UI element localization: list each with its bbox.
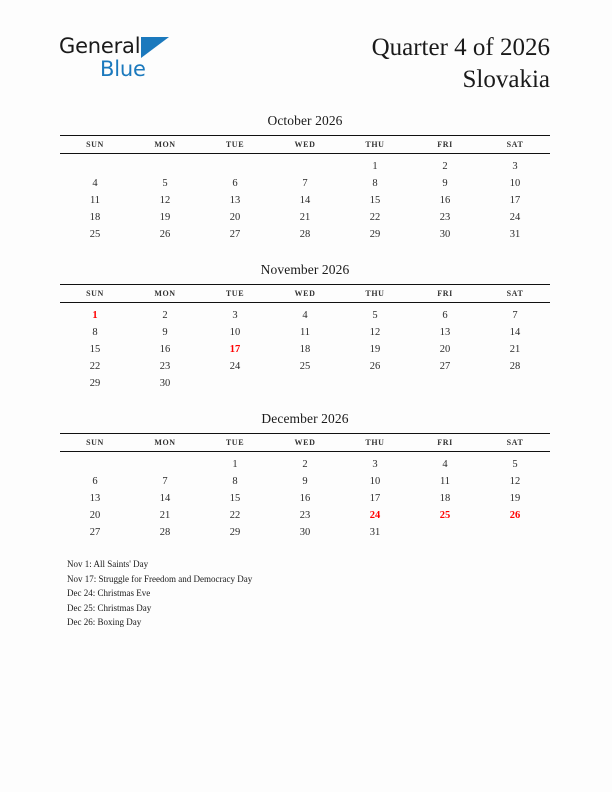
calendar-day[interactable]: 29 — [369, 229, 381, 240]
calendar-day[interactable]: 17 — [369, 493, 381, 504]
calendar-day[interactable]: 3 — [512, 161, 518, 172]
weekday-header-row — [60, 285, 550, 303]
weekday-header-sat: SAT — [506, 140, 524, 149]
weekday-header-tue: TUE — [225, 438, 245, 447]
calendar-day[interactable]: 9 — [162, 327, 168, 338]
calendar-day-empty — [270, 154, 340, 176]
calendar-day-empty — [130, 154, 200, 176]
calendar-day[interactable]: 11 — [89, 195, 101, 206]
calendar-table — [60, 433, 550, 541]
calendar-day[interactable]: 23 — [159, 361, 171, 372]
calendar-day[interactable]: 18 — [439, 493, 451, 504]
calendar-day-holiday[interactable]: 1 — [92, 310, 98, 321]
calendar-week-row — [60, 154, 550, 176]
calendar-day[interactable]: 18 — [299, 344, 311, 355]
calendar-day[interactable]: 17 — [509, 195, 521, 206]
calendar-day[interactable]: 10 — [369, 476, 381, 487]
calendar-day[interactable]: 3 — [232, 310, 238, 321]
calendar-week-row — [60, 209, 550, 226]
weekday-header-fri: FRI — [437, 438, 453, 447]
calendar-day[interactable]: 23 — [299, 510, 311, 521]
calendar-day[interactable]: 9 — [442, 178, 448, 189]
triangle-icon — [141, 37, 169, 58]
weekday-header-mon: MON — [154, 289, 176, 298]
weekday-header-sat: SAT — [506, 438, 524, 447]
weekday-header-fri: FRI — [437, 140, 453, 149]
calendar-head — [60, 434, 550, 452]
weekday-header-row — [60, 434, 550, 452]
holiday-legend-item: Dec 25: Christmas Day — [67, 602, 152, 613]
month-title: October 2026 — [267, 113, 343, 128]
calendar-table — [60, 135, 550, 243]
calendar-day[interactable]: 11 — [439, 476, 451, 487]
calendar-day[interactable]: 13 — [89, 493, 101, 504]
calendar-day[interactable]: 3 — [372, 459, 378, 470]
general-blue-logo — [59, 36, 169, 80]
weekday-header-fri: FRI — [437, 289, 453, 298]
calendar-day[interactable]: 19 — [159, 212, 171, 223]
page-title — [372, 32, 550, 96]
calendar-day[interactable]: 22 — [89, 361, 101, 372]
calendar-day[interactable]: 14 — [299, 195, 311, 206]
calendar-week-row — [60, 473, 550, 490]
calendar-day[interactable]: 7 — [512, 310, 518, 321]
calendar-day[interactable]: 22 — [369, 212, 381, 223]
calendar-day[interactable]: 4 — [442, 459, 448, 470]
country-subtitle: Slovakia — [462, 66, 550, 93]
weekday-header-tue: TUE — [225, 289, 245, 298]
calendar-day[interactable]: 21 — [299, 212, 311, 223]
weekday-header-row — [60, 136, 550, 154]
calendar-day[interactable]: 26 — [369, 361, 381, 372]
month-block-october — [60, 113, 550, 243]
calendar-day[interactable]: 8 — [232, 476, 238, 487]
weekday-header-thu: THU — [365, 289, 385, 298]
calendar-day[interactable]: 1 — [232, 459, 238, 470]
calendar-day[interactable]: 9 — [302, 476, 308, 487]
calendar-week-row — [60, 175, 550, 192]
calendar-day[interactable]: 4 — [302, 310, 308, 321]
calendar-day-holiday[interactable]: 25 — [439, 510, 451, 521]
calendar-day[interactable]: 15 — [89, 344, 101, 355]
calendar-day[interactable]: 19 — [369, 344, 381, 355]
calendar-day[interactable]: 7 — [302, 178, 308, 189]
calendar-day-empty — [60, 452, 130, 474]
calendar-day-empty — [410, 524, 480, 541]
calendar-day-empty — [60, 154, 130, 176]
page-header — [0, 0, 612, 100]
calendar-day[interactable]: 27 — [89, 527, 101, 538]
calendar-week-row — [60, 226, 550, 243]
calendar-week-row — [60, 452, 550, 474]
calendar-day[interactable]: 12 — [509, 476, 521, 487]
calendar-day-empty — [480, 375, 550, 392]
calendar-day[interactable]: 5 — [512, 459, 518, 470]
calendar-day-empty — [200, 154, 270, 176]
weekday-header-tue: TUE — [225, 140, 245, 149]
weekday-header-wed: WED — [294, 438, 316, 447]
calendar-day[interactable]: 26 — [159, 229, 171, 240]
calendar-body — [60, 452, 550, 542]
calendar-day[interactable]: 29 — [229, 527, 241, 538]
calendar-week-row — [60, 192, 550, 209]
calendar-day[interactable]: 8 — [372, 178, 378, 189]
calendar-day[interactable]: 22 — [229, 510, 241, 521]
calendar-day[interactable]: 29 — [89, 378, 101, 389]
weekday-header-wed: WED — [294, 289, 316, 298]
month-title: November 2026 — [260, 262, 350, 277]
calendar-day[interactable]: 24 — [509, 212, 521, 223]
calendar-day[interactable]: 12 — [369, 327, 381, 338]
calendar-day[interactable]: 30 — [299, 527, 311, 538]
calendar-day[interactable]: 16 — [439, 195, 451, 206]
logo-text-general-row — [59, 36, 169, 58]
calendar-day[interactable]: 12 — [159, 195, 171, 206]
calendar-day[interactable]: 6 — [92, 476, 98, 487]
calendar-day[interactable]: 19 — [509, 493, 521, 504]
calendar-day[interactable]: 21 — [509, 344, 521, 355]
calendar-day[interactable]: 27 — [439, 361, 451, 372]
calendar-week-row — [60, 490, 550, 507]
calendar-day[interactable]: 20 — [439, 344, 451, 355]
calendar-day[interactable]: 11 — [299, 327, 311, 338]
calendar-day[interactable]: 25 — [89, 229, 101, 240]
month-title: December 2026 — [261, 411, 349, 426]
calendar-day[interactable]: 20 — [229, 212, 241, 223]
weekday-header-sat: SAT — [506, 289, 524, 298]
calendar-day[interactable]: 10 — [509, 178, 521, 189]
month-block-december — [60, 411, 550, 541]
calendar-day[interactable]: 30 — [439, 229, 451, 240]
weekday-header-sun: SUN — [86, 140, 104, 149]
logo-text-general: General — [59, 34, 141, 58]
calendar-day-holiday[interactable]: 24 — [369, 510, 381, 521]
weekday-header-thu: THU — [365, 438, 385, 447]
calendar-body — [60, 303, 550, 393]
calendar-day[interactable]: 13 — [439, 327, 451, 338]
calendar-day[interactable]: 5 — [372, 310, 378, 321]
holiday-legend-item: Nov 1: All Saints' Day — [67, 559, 149, 569]
calendar-day[interactable]: 15 — [369, 195, 381, 206]
calendar-day[interactable]: 5 — [162, 178, 168, 189]
calendar-week-row — [60, 375, 550, 392]
month-block-november — [60, 262, 550, 392]
calendar-day[interactable]: 6 — [232, 178, 238, 189]
calendar-day[interactable]: 8 — [92, 327, 98, 338]
calendar-day-empty — [340, 375, 410, 392]
calendar-day[interactable]: 31 — [509, 229, 521, 240]
calendar-day[interactable]: 10 — [229, 327, 241, 338]
calendar-day[interactable]: 20 — [89, 510, 101, 521]
holiday-legend-item: Dec 24: Christmas Eve — [67, 588, 151, 599]
calendar-day[interactable]: 6 — [442, 310, 448, 321]
calendar-day[interactable]: 21 — [159, 510, 171, 521]
weekday-header-thu: THU — [365, 140, 385, 149]
calendar-day[interactable]: 14 — [159, 493, 171, 504]
calendar-day-empty — [130, 452, 200, 474]
calendar-day[interactable]: 30 — [159, 378, 171, 389]
calendar-week-row — [60, 303, 550, 325]
calendar-day[interactable]: 23 — [439, 212, 451, 223]
calendar-day[interactable]: 31 — [369, 527, 381, 538]
holiday-legend — [67, 557, 487, 630]
weekday-header-mon: MON — [154, 438, 176, 447]
calendar-week-row — [60, 507, 550, 524]
calendar-day-holiday[interactable]: 17 — [229, 344, 241, 355]
calendar-week-row — [60, 341, 550, 358]
calendar-day[interactable]: 2 — [442, 161, 448, 172]
calendar-day[interactable]: 14 — [509, 327, 521, 338]
calendar-day[interactable]: 28 — [509, 361, 521, 372]
calendar-day[interactable]: 2 — [162, 310, 168, 321]
weekday-header-mon: MON — [154, 140, 176, 149]
calendar-day-empty — [270, 375, 340, 392]
calendar-day-empty — [480, 524, 550, 541]
calendar-table — [60, 284, 550, 392]
weekday-header-wed: WED — [294, 140, 316, 149]
calendar-day[interactable]: 28 — [159, 527, 171, 538]
calendar-day[interactable]: 27 — [229, 229, 241, 240]
calendar-body — [60, 154, 550, 244]
calendar-day[interactable]: 13 — [229, 195, 241, 206]
weekday-header-sun: SUN — [86, 289, 104, 298]
calendar-day[interactable]: 4 — [92, 178, 98, 189]
calendar-day[interactable]: 28 — [299, 229, 311, 240]
calendar-day[interactable]: 16 — [299, 493, 311, 504]
calendar-day[interactable]: 24 — [229, 361, 241, 372]
quarter-title: Quarter 4 of 2026 — [371, 34, 550, 61]
calendar-day[interactable]: 25 — [299, 361, 311, 372]
holiday-legend-item: Nov 17: Struggle for Freedom and Democracy Day — [67, 573, 253, 584]
calendar-day[interactable]: 15 — [229, 493, 241, 504]
calendar-day[interactable]: 18 — [89, 212, 101, 223]
calendar-day[interactable]: 7 — [162, 476, 168, 487]
holiday-legend-item: Dec 26: Boxing Day — [67, 617, 142, 628]
calendar-day[interactable]: 2 — [302, 459, 308, 470]
logo-text-blue: Blue — [100, 57, 146, 81]
calendar-week-row — [60, 324, 550, 341]
calendar-day-empty — [200, 375, 270, 392]
calendar-week-row — [60, 358, 550, 375]
calendar-head — [60, 136, 550, 154]
calendar-day[interactable]: 16 — [159, 344, 171, 355]
calendar-week-row — [60, 524, 550, 541]
calendar-head — [60, 285, 550, 303]
calendar-day[interactable]: 1 — [372, 161, 378, 172]
calendar-day-empty — [410, 375, 480, 392]
weekday-header-sun: SUN — [86, 438, 104, 447]
calendar-day-holiday[interactable]: 26 — [509, 510, 521, 521]
